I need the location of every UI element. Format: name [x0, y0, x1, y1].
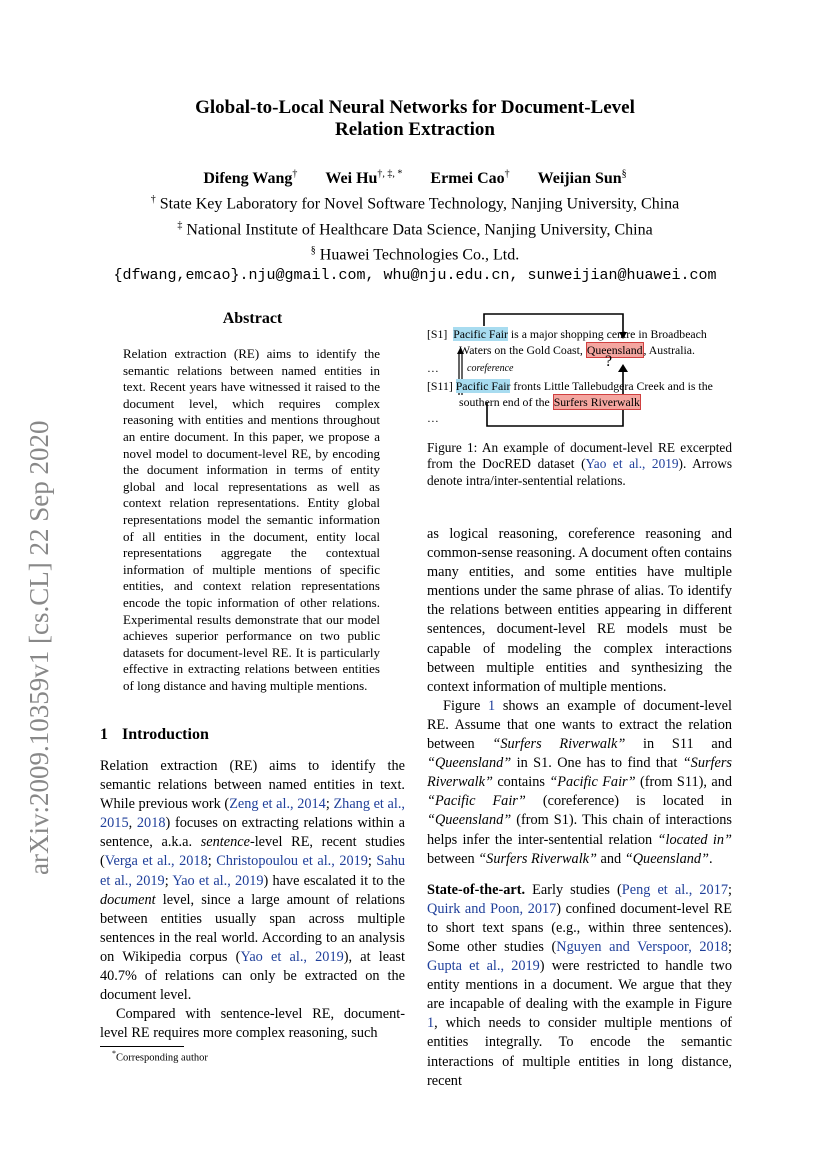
figure-s11-line-1: [S11] Pacific Fair fronts Little Tallebudgera Creek and is the [427, 379, 713, 393]
entity-highlight: Surfers Riverwalk [553, 395, 640, 409]
citation-link[interactable]: Zeng et al., 2014 [229, 796, 326, 813]
citation-link[interactable]: Yao et al., 2019 [240, 948, 344, 965]
right-column-body [427, 525, 732, 1091]
title-line-1: Global-to-Local Neural Networks for Document-Level [195, 97, 635, 118]
author-emails: {dfwang,emcao}.nju@gmail.com, whu@nju.edu.cn, sunweijian@huawei.com [113, 267, 717, 285]
author-3: Ermei Cao† [430, 169, 510, 188]
citation-link[interactable]: Christopoulou et al., 2019 [216, 853, 368, 870]
author-4: Weijian Sun§ [537, 169, 627, 188]
citation-link[interactable]: 2018 [136, 815, 166, 832]
figure-1-caption: Figure 1: An example of document-level RE excerpted from the DocRED dataset (Yao et al., 2019). Arrows denote intra/inter-sentential relations. [427, 440, 732, 488]
citation-link[interactable]: Quirk and Poon, 2017 [427, 900, 557, 917]
citation-link[interactable]: Yao et al., 2019 [585, 456, 679, 472]
author-2: Wei Hu†, ‡, * [325, 169, 403, 188]
right-paragraph-2: Figure 1 shows an example of document-level RE. Assume that one wants to extract the relation between “Surfers Riverwalk” in S11 and “Queensland” in S1. One has to find that “Surfers Riverwalk” contains “Pacific Fair” (from S11), and “Pacific Fair” (coreference) is located in “Queensland” (from S1). This chain of interactions helps infer the inter-sentential relation “located in” between “Surfers Riverwalk” and “Queensland”. [427, 697, 732, 867]
paper-title [150, 97, 680, 141]
affiliation-1: † State Key Laboratory for Novel Software Technology, Nanjing University, China [150, 194, 680, 213]
citation-link[interactable]: Nguyen and Verspoor, 2018 [556, 938, 729, 955]
citation-link[interactable]: Zhang et al., 2015 [100, 796, 405, 832]
footnote: *Corresponding author [112, 1049, 208, 1064]
section-heading-introduction [100, 726, 209, 744]
figure-ellipsis-2: … [427, 411, 439, 425]
left-column-body [100, 757, 405, 1043]
affiliation-3: § Huawei Technologies Co., Ltd. [310, 244, 520, 264]
figure-s1-line-2: Waters on the Gold Coast, Queensland, Australia. [459, 343, 695, 357]
right-paragraph-3: State-of-the-art. Early studies (Peng et al., 2017; Quirk and Poon, 2017) confined document-level RE to short text spans (e.g., within three sentences). Some other studies (Nguyen and Verspoor, 2018; Gupta et al., 2019) were restricted to handle two entity mentions in a document. We argue that they are incapable of dealing with the example in Figure 1, which needs to consider multiple mentions of entities integrally. To encode the semantic interactions of multiple entities in long distance, recent [427, 881, 732, 1089]
arxiv-stamp-text: arXiv:2009.10359v1 [cs.CL] 22 Sep 2020 [24, 420, 54, 875]
section-number: 1 [100, 726, 108, 743]
author-1: Difeng Wang† [203, 169, 298, 188]
section-title: Introduction [122, 726, 209, 743]
figure-ellipsis-1: … [427, 361, 439, 375]
entity-highlight: Queensland [586, 343, 643, 357]
citation-link[interactable]: Gupta et al., 2019 [427, 958, 540, 975]
intro-paragraph-1: Relation extraction (RE) aims to identify the semantic relations between named entities in text. While previous work (Zeng et al., 2014; Zhang et al., 2015, 2018) focuses on extracting relations within a sentence, a.k.a. sentence-level RE, recent studies (Verga et al., 2018; Christopoulou et al., 2019; Sahu et al., 2019; Yao et al., 2019) have escalated it to the document level, since a large amount of relations between entities usually span across multiple sentences in the real world. According to an analysis on Wikipedia corpus (Yao et al., 2019), at least 40.7% of relations can only be extracted on the document level. [100, 758, 406, 1004]
footnote-rule [100, 1046, 184, 1047]
citation-link[interactable]: Sahu et al., 2019 [100, 853, 406, 889]
figure-s11-line-2: southern end of the Surfers Riverwalk [459, 395, 640, 409]
entity-highlight: Pacific Fair [455, 379, 511, 393]
figure-1 [427, 310, 732, 430]
figure-question-mark: ? [605, 353, 613, 370]
citation-link[interactable]: Peng et al., 2017 [621, 881, 729, 898]
abstract-heading: Abstract [222, 310, 283, 327]
intro-paragraph-2: Compared with sentence-level RE, document-level RE requires more complex reasoning, such [100, 1006, 405, 1042]
title-line-2: Relation Extraction [335, 119, 495, 140]
figure-s1-line-1: [S1] Pacific Fair is a major shopping centre in Broadbeach [427, 327, 707, 341]
figure-coreference-label: coreference [467, 363, 514, 374]
author-block [100, 164, 730, 286]
citation-link[interactable]: Yao et al., 2019 [172, 872, 264, 889]
arxiv-sidebar-stamp [6, 360, 66, 880]
figure-ref-link[interactable]: 1 [488, 697, 496, 714]
entity-highlight: Pacific Fair [453, 327, 508, 341]
right-paragraph-1: as logical reasoning, coreference reasoning and common-sense reasoning. A document often contains many entities, and some entities have multiple mentions under the same phrase of alias. To identify the relations between entities appearing in different sentences, document-level RE models must be capable of modeling the complex interactions between multiple entities and synthesizing the context information of multiple mentions. [427, 526, 732, 695]
paragraph-heading: State-of-the-art. [427, 881, 526, 898]
affiliation-2: ‡ National Institute of Healthcare Data Science, Nanjing University, China [177, 219, 653, 238]
author-names [100, 164, 730, 189]
citation-link[interactable]: Verga et al., 2018 [104, 853, 208, 870]
abstract-body: Relation extraction (RE) aims to identify the semantic relations between named entities in text. Recent years have witnessed it raised to the document level, which requires complex reasoning with entities and mentions throughout an entire document. In this paper, we propose a novel model to document-level RE, by encoding the document information in terms of entity global and local representations as well as context relation representations. Entity global representations model the semantic information of all entities in the document, entity local representations aggregate the contextual information of multiple mentions of specific entities, and context relation representations encode the topic information of other relations. Experimental results demonstrate that our model achieves superior performance on two public datasets for document-level RE. It is particularly effective in extracting relations between entities of long distance and having multiple mentions. [123, 346, 380, 693]
figure-ref-link[interactable]: 1 [427, 1015, 435, 1032]
